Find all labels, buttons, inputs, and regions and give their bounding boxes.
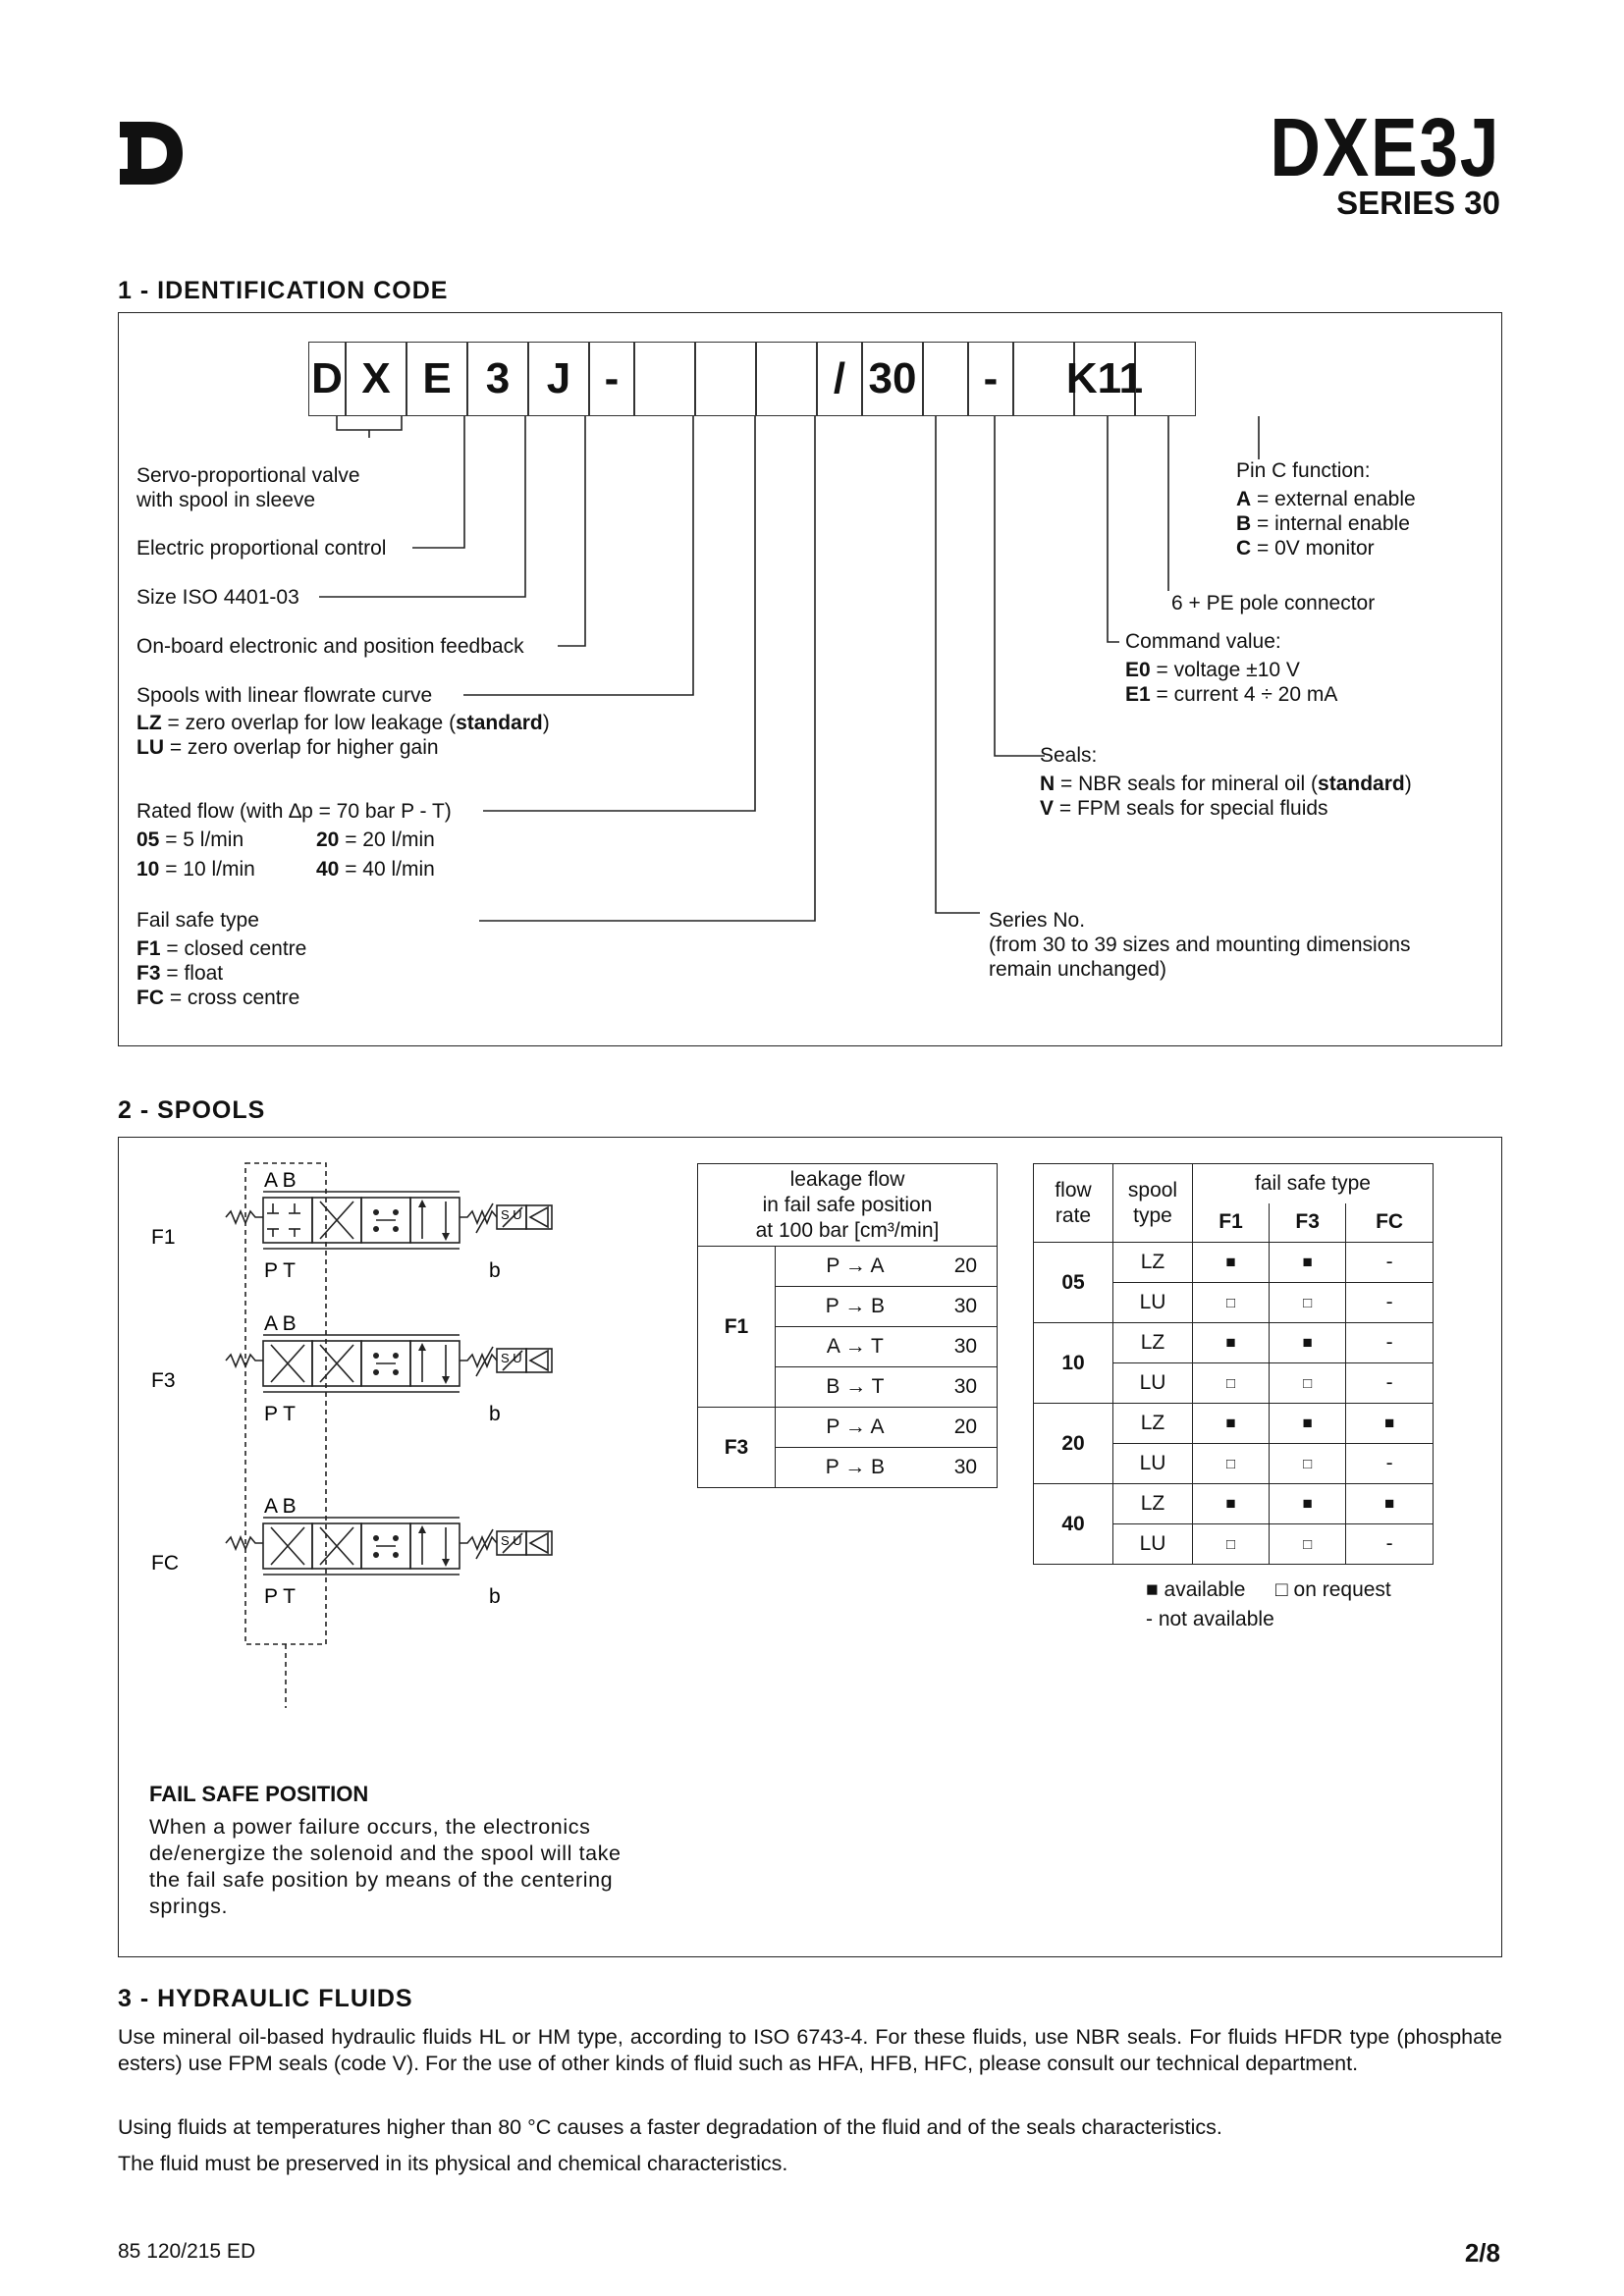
legend-not-available: - not available [1146,1608,1274,1630]
failsafe-title-label: Fail safe type [136,909,259,932]
pin-c-monitor-label: C = 0V monitor [1236,537,1375,560]
fail-safe-text: When a power failure occurs, the electronics de/energize the solenoid and the spool will take the fail safe position by means of the centering springs. [149,1815,622,1918]
flow-40-label: 40 = 40 l/min [316,858,435,881]
footer-page-number: 2/8 [1464,2238,1500,2268]
spring-right [460,1537,497,1549]
availability-mark: - [1346,1323,1434,1363]
spool-type: LZ [1113,1243,1193,1283]
legend-available: ■ available [1146,1578,1246,1601]
leakage-type: F1 [698,1247,776,1408]
onboard-label: On-board electronic and position feedback [136,635,524,658]
solenoid-label: S U [501,1351,522,1365]
lz-label: LZ = zero overlap for low leakage (standard) [136,712,550,734]
spool-symbol-f1 [151,1169,552,1282]
spring-right [460,1211,497,1223]
availability-mark: □ [1270,1444,1346,1484]
series-label-3: remain unchanged) [989,958,1166,981]
availability-mark: □ [1270,1363,1346,1404]
b-label: b [489,1403,501,1425]
availability-mark: - [1346,1243,1434,1283]
rated-flow-label: Rated flow (with ∆p = 70 bar P - T) [136,800,452,823]
leakage-path: P → B [776,1287,935,1327]
table-row [698,1247,998,1287]
spool-type: LU [1113,1524,1193,1565]
connection-dot [373,1552,379,1558]
availability-mark: ■ [1270,1323,1346,1363]
footer-doc-code: 85 120/215 ED [118,2240,256,2263]
leakage-path: P → A [776,1408,935,1448]
availability-table [1033,1163,1434,1565]
leakage-path: B → T [776,1367,935,1408]
fail-safe-title: FAIL SAFE POSITION [149,1782,369,1806]
availability-mark: □ [1270,1283,1346,1323]
size-label: Size ISO 4401-03 [136,586,299,609]
spool-type: LU [1113,1363,1193,1404]
availability-mark: □ [1193,1283,1270,1323]
ports-bottom-label: P T [264,1585,296,1608]
leakage-value: 20 [935,1247,998,1287]
table-row [1034,1323,1434,1363]
availability-mark: ■ [1270,1484,1346,1524]
leakage-path: P → A [776,1247,935,1287]
spring-right [460,1355,497,1366]
spool-name-label: F1 [151,1226,176,1249]
section-identification-title: 1 - IDENTIFICATION CODE [118,277,449,304]
electric-label: Electric proportional control [136,537,387,560]
valve-envelope [263,1198,312,1243]
duplomatic-logo [116,118,187,188]
code-cell: E [406,342,467,416]
ports-top-label: A B [264,1495,297,1518]
series-label-2: (from 30 to 39 sizes and mounting dimensions [989,934,1411,956]
connection-dot [393,1552,399,1558]
connection-dot [393,1535,399,1541]
availability-mark: - [1346,1524,1434,1565]
seal-v-label: V = FPM seals for special fluids [1040,797,1328,820]
code-cell: K11 [1074,342,1135,416]
code-cell: 30 [862,342,923,416]
b-label: b [489,1259,501,1282]
connection-dot [393,1369,399,1375]
connection-dot [393,1226,399,1232]
table-row [1034,1404,1434,1444]
e1-label: E1 = current 4 ÷ 20 mA [1125,683,1338,706]
availability-mark: ■ [1270,1404,1346,1444]
code-cell: 3 [467,342,528,416]
pin-a-label: A = external enable [1236,488,1416,510]
flow-10-label: 10 = 10 l/min [136,858,255,881]
failsafe-fc-label: FC = cross centre [136,987,300,1009]
spool-type: LU [1113,1444,1193,1484]
spool-type: LZ [1113,1323,1193,1363]
leakage-value: 30 [935,1287,998,1327]
leakage-table [697,1163,998,1488]
connection-dot [373,1226,379,1232]
availability-mark: ■ [1193,1243,1270,1283]
flow-rate: 40 [1034,1484,1113,1565]
valve-envelope [410,1523,460,1569]
lu-label: LU = zero overlap for higher gain [136,736,439,759]
page-subtitle: SERIES 30 [1336,185,1500,221]
flow-rate: 05 [1034,1243,1113,1323]
code-cell: X [346,342,406,416]
col-f3: F3 [1270,1203,1346,1243]
ports-top-label: A B [264,1169,297,1192]
failsafe-f1-label: F1 = closed centre [136,937,307,960]
col-failsafe: fail safe type [1193,1164,1434,1203]
fluids-paragraph-1: Use mineral oil-based hydraulic fluids HL or HM type, according to ISO 6743-4. For these fluids, use NBR seals. For fluids HFDR type (phosphate esters) use FPM seals (code V). For the use of other kinds of fluid such as HFA, HFB, HFC, please consult our technical department. [118,2025,1502,2075]
leakage-path: A → T [776,1327,935,1367]
table-row [1034,1484,1434,1524]
page-title: DXE3J [1270,101,1500,193]
arrow-head [418,1525,426,1533]
availability-mark: □ [1193,1363,1270,1404]
availability-mark: □ [1193,1444,1270,1484]
fluids-paragraph-3: The fluid must be preserved in its physical and chemical characteristics. [118,2152,788,2175]
servo-label-1: Servo-proportional valve [136,464,360,487]
arrow-head [442,1233,450,1241]
col-flow-2: rate [1055,1203,1092,1227]
section-fluids-title: 3 - HYDRAULIC FLUIDS [118,1985,413,2012]
code-cell: J [528,342,589,416]
spring-left [226,1355,263,1366]
availability-mark: ■ [1346,1404,1434,1444]
legend-on-request: □ on request [1275,1578,1391,1601]
leakage-type: F3 [698,1408,776,1488]
availability-mark: ■ [1193,1323,1270,1363]
pin-c-label: Pin C function: [1236,459,1371,482]
command-label: Command value: [1125,630,1281,653]
availability-mark: ■ [1193,1484,1270,1524]
col-spool-1: spool [1127,1178,1178,1201]
flow-20-label: 20 = 20 l/min [316,828,435,851]
spring-left [226,1211,263,1223]
code-cell: / [817,342,862,416]
leakage-header-2: in fail safe position [762,1193,933,1216]
spool-symbols-diagram [137,1158,609,1708]
table-row [698,1408,998,1448]
solenoid-label: S U [501,1207,522,1222]
flow-rate: 20 [1034,1404,1113,1484]
col-f1: F1 [1193,1203,1270,1243]
valve-envelope [410,1198,460,1243]
connection-dot [373,1209,379,1215]
arrow-head [418,1200,426,1207]
e0-label: E0 = voltage ±10 V [1125,659,1300,681]
connector-label: 6 + PE pole connector [1171,592,1376,614]
leakage-value: 30 [935,1367,998,1408]
spool-symbol-f3 [151,1312,552,1425]
col-fc: FC [1346,1203,1434,1243]
seal-n-label: N = NBR seals for mineral oil (standard) [1040,773,1412,795]
availability-mark: □ [1193,1524,1270,1565]
availability-mark: - [1346,1363,1434,1404]
availability-mark: ■ [1346,1484,1434,1524]
availability-mark: - [1346,1444,1434,1484]
spool-type: LU [1113,1283,1193,1323]
leakage-value: 20 [935,1408,998,1448]
arrow-head [442,1376,450,1384]
spools-title-label: Spools with linear flowrate curve [136,684,433,707]
leakage-path: P → B [776,1448,935,1488]
spool-type: LZ [1113,1484,1193,1524]
leakage-header-1: leakage flow [789,1167,905,1191]
col-flow-1: flow [1055,1178,1092,1201]
seals-label: Seals: [1040,744,1098,767]
leakage-value: 30 [935,1327,998,1367]
table-row [1034,1243,1434,1283]
spring-left [226,1537,263,1549]
connection-dot [373,1535,379,1541]
code-cell: - [589,342,634,416]
leakage-value: 30 [935,1448,998,1488]
code-cell: D [308,342,346,416]
failsafe-f3-label: F3 = float [136,962,224,985]
solenoid-label: S U [501,1533,522,1548]
ports-top-label: A B [264,1312,297,1335]
spool-symbol-fc [151,1495,552,1608]
availability-mark: - [1346,1283,1434,1323]
availability-mark: ■ [1270,1243,1346,1283]
availability-mark: □ [1270,1524,1346,1565]
col-spool-2: type [1133,1203,1172,1227]
connection-dot [393,1353,399,1359]
spool-name-label: FC [151,1552,179,1575]
arrow-head [418,1343,426,1351]
arrow-head [442,1559,450,1567]
connection-dot [373,1353,379,1359]
ports-bottom-label: P T [264,1403,296,1425]
code-cell: - [968,342,1013,416]
fluids-paragraph-2: Using fluids at temperatures higher than 80 °C causes a faster degradation of the fluid and of the seals characteristics. [118,2115,1222,2139]
flow-rate: 10 [1034,1323,1113,1404]
pin-b-label: B = internal enable [1236,512,1410,535]
leakage-header-3: at 100 bar [cm³/min] [755,1218,940,1242]
b-label: b [489,1585,501,1608]
connection-dot [393,1209,399,1215]
servo-label-2: with spool in sleeve [136,489,316,511]
availability-mark: ■ [1193,1404,1270,1444]
series-label-1: Series No. [989,909,1086,932]
spool-type: LZ [1113,1404,1193,1444]
flow-05-label: 05 = 5 l/min [136,828,244,851]
section-spools-title: 2 - SPOOLS [118,1096,266,1124]
connection-dot [373,1369,379,1375]
valve-envelope [410,1341,460,1386]
ports-bottom-label: P T [264,1259,296,1282]
spool-name-label: F3 [151,1369,176,1392]
